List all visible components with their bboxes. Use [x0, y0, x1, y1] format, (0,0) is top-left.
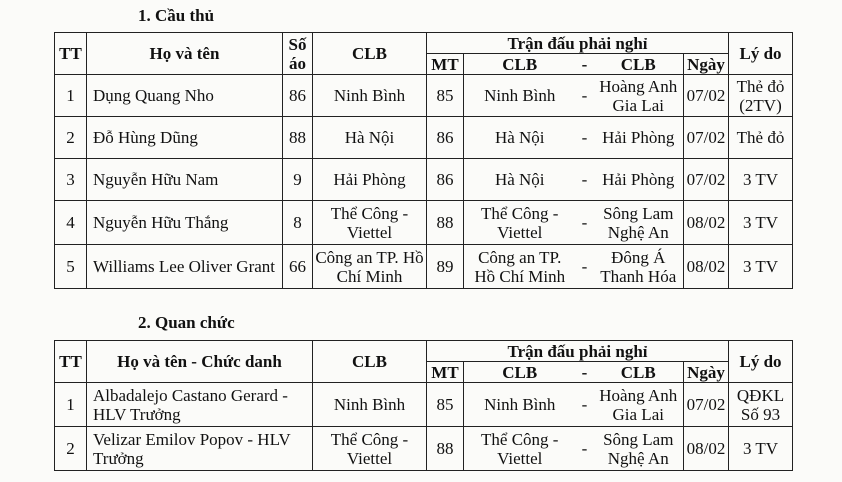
header-mt: MT	[427, 362, 464, 383]
row-home: Ninh Bình	[464, 383, 576, 427]
header-name: Họ và tên	[87, 33, 283, 75]
header-match: Trận đấu phải nghỉ	[427, 341, 729, 362]
header-date: Ngày	[684, 362, 729, 383]
row-name: Nguyễn Hữu Thắng	[87, 201, 283, 245]
row-reason: Thẻ đỏ	[729, 117, 793, 159]
row-date: 07/02	[684, 75, 729, 117]
row-name: Nguyễn Hữu Nam	[87, 159, 283, 201]
row-home: Hà Nội	[464, 117, 576, 159]
row-club: Hà Nội	[313, 117, 427, 159]
row-tt: 2	[55, 427, 87, 471]
header-home-club: CLB	[464, 54, 576, 75]
row-tt: 2	[55, 117, 87, 159]
row-tt: 4	[55, 201, 87, 245]
table-row	[55, 245, 793, 289]
table-row	[55, 117, 793, 159]
row-reason: Thẻ đỏ (2TV)	[729, 75, 793, 117]
header-tt: TT	[55, 341, 87, 383]
header-mt: MT	[427, 54, 464, 75]
row-number: 8	[283, 201, 313, 245]
officials-table	[54, 340, 793, 471]
row-date: 08/02	[684, 245, 729, 289]
row-name: Đỗ Hùng Dũng	[87, 117, 283, 159]
header-away-club: CLB	[594, 362, 684, 383]
header-name: Họ và tên - Chức danh	[87, 341, 313, 383]
row-tt: 1	[55, 75, 87, 117]
row-name: Williams Lee Oliver Grant	[87, 245, 283, 289]
row-date: 07/02	[684, 117, 729, 159]
row-number: 86	[283, 75, 313, 117]
row-date: 07/02	[684, 159, 729, 201]
row-name: Velizar Emilov Popov - HLV Trưởng	[87, 427, 313, 471]
row-club: Hải Phòng	[313, 159, 427, 201]
row-sep: -	[576, 75, 594, 117]
row-date: 08/02	[684, 201, 729, 245]
row-away: Hải Phòng	[594, 117, 684, 159]
row-number: 66	[283, 245, 313, 289]
header-club: CLB	[313, 33, 427, 75]
header-reason: Lý do	[729, 33, 793, 75]
row-mt: 88	[427, 427, 464, 471]
header-home-club: CLB	[464, 362, 576, 383]
row-away: Hải Phòng	[594, 159, 684, 201]
header-sep: -	[576, 362, 594, 383]
players-table	[54, 32, 793, 289]
row-club: Ninh Bình	[313, 383, 427, 427]
row-mt: 88	[427, 201, 464, 245]
header-sep: -	[576, 54, 594, 75]
row-reason: QĐKL Số 93	[729, 383, 793, 427]
row-sep: -	[576, 201, 594, 245]
row-home: Ninh Bình	[464, 75, 576, 117]
header-reason: Lý do	[729, 341, 793, 383]
table-row	[55, 75, 793, 117]
table-row	[55, 427, 793, 471]
row-club: Thể Công - Viettel	[313, 427, 427, 471]
table-row	[55, 383, 793, 427]
row-mt: 85	[427, 383, 464, 427]
table-row	[55, 201, 793, 245]
row-reason: 3 TV	[729, 159, 793, 201]
row-mt: 85	[427, 75, 464, 117]
row-tt: 5	[55, 245, 87, 289]
header-date: Ngày	[684, 54, 729, 75]
row-club: Ninh Bình	[313, 75, 427, 117]
header-number: Số áo	[283, 33, 313, 75]
row-away: Sông Lam Nghệ An	[594, 201, 684, 245]
row-mt: 86	[427, 117, 464, 159]
row-sep: -	[576, 427, 594, 471]
row-club: Công an TP. Hồ Chí Minh	[313, 245, 427, 289]
row-club: Thể Công - Viettel	[313, 201, 427, 245]
row-reason: 3 TV	[729, 245, 793, 289]
row-home: Thể Công - Viettel	[464, 201, 576, 245]
row-date: 08/02	[684, 427, 729, 471]
header-club: CLB	[313, 341, 427, 383]
row-name: Albadalejo Castano Gerard - HLV Trưởng	[87, 383, 313, 427]
row-mt: 89	[427, 245, 464, 289]
header-tt: TT	[55, 33, 87, 75]
row-name: Dụng Quang Nho	[87, 75, 283, 117]
row-sep: -	[576, 117, 594, 159]
row-sep: -	[576, 245, 594, 289]
row-reason: 3 TV	[729, 427, 793, 471]
row-date: 07/02	[684, 383, 729, 427]
header-row	[55, 33, 793, 54]
header-away-club: CLB	[594, 54, 684, 75]
row-reason: 3 TV	[729, 201, 793, 245]
header-match: Trận đấu phải nghỉ	[427, 33, 729, 54]
row-away: Đông Á Thanh Hóa	[594, 245, 684, 289]
row-mt: 86	[427, 159, 464, 201]
row-sep: -	[576, 159, 594, 201]
row-sep: -	[576, 383, 594, 427]
section-title-players: 1. Cầu thủ	[138, 6, 215, 25]
row-away: Sông Lam Nghệ An	[594, 427, 684, 471]
row-home: Công an TP. Hồ Chí Minh	[464, 245, 576, 289]
header-row	[55, 341, 793, 362]
row-number: 88	[283, 117, 313, 159]
section-title-officials: 2. Quan chức	[138, 313, 235, 332]
row-home: Thể Công - Viettel	[464, 427, 576, 471]
row-home: Hà Nội	[464, 159, 576, 201]
row-away: Hoàng Anh Gia Lai	[594, 75, 684, 117]
row-number: 9	[283, 159, 313, 201]
table-row	[55, 159, 793, 201]
row-away: Hoàng Anh Gia Lai	[594, 383, 684, 427]
row-tt: 1	[55, 383, 87, 427]
row-tt: 3	[55, 159, 87, 201]
